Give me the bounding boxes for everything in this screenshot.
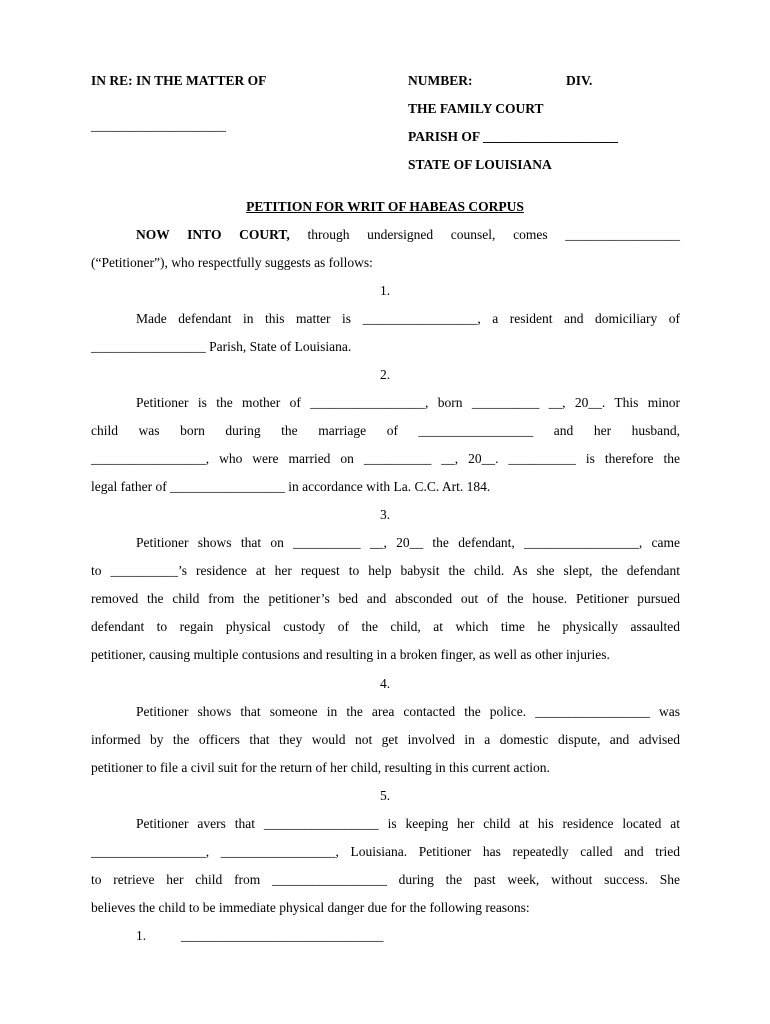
document-title: PETITION FOR WRIT OF HABEAS CORPUS — [246, 199, 524, 214]
section-1-line: _________________ Parish, State of Louisiana. — [91, 339, 352, 354]
section-4-line: informed by the officers that they would not get involved in a domestic dispute, and advised — [91, 732, 680, 747]
section-4-number: 4. — [379, 676, 391, 691]
number-label: NUMBER: — [408, 73, 473, 88]
section-2-line: child was born during the marriage of _________________ and her husband, — [91, 423, 680, 438]
section-3-line: defendant to regain physical custody of the child, at which time he physically assaulted — [91, 619, 680, 634]
div-label: DIV. — [566, 73, 593, 88]
section-5-line: Petitioner avers that _________________ is keeping her child at his residence located at — [136, 816, 680, 831]
state-line: STATE OF LOUISIANA — [408, 157, 552, 172]
section-2-line: _________________, who were married on __________ __, 20__. __________ is therefore the — [91, 451, 680, 466]
matter-name-blank: ____________________ — [91, 118, 226, 133]
section-4-line: Petitioner shows that someone in the area contacted the police. _________________ was — [136, 704, 680, 719]
intro-line-2: (“Petitioner”), who respectfully suggests as follows: — [91, 255, 373, 270]
section-5-line: to retrieve her child from _________________ during the past week, without success. She — [91, 872, 680, 887]
section-2-line: Petitioner is the mother of _________________, born __________ __, 20__. This minor — [136, 395, 680, 410]
reason-blank: ______________________________ — [181, 928, 384, 943]
now-into-court: NOW INTO COURT, — [136, 227, 290, 242]
section-3-line: petitioner, causing multiple contusions and resulting in a broken finger, as well as other injuries. — [91, 647, 610, 662]
section-4-line: petitioner to file a civil suit for the return of her child, resulting in this current action. — [91, 760, 550, 775]
section-3-line: removed the child from the petitioner’s bed and absconded out of the house. Petitioner pursued — [91, 591, 680, 606]
section-3-line: to __________’s residence at her request to help babysit the child. As she slept, the defendant — [91, 563, 680, 578]
intro-rest: through undersigned counsel, comes _________________ — [289, 227, 680, 242]
in-re-caption: IN RE: IN THE MATTER OF — [91, 73, 267, 88]
section-2-number: 2. — [379, 367, 391, 382]
section-3-number: 3. — [379, 507, 391, 522]
reason-number: 1. — [136, 928, 147, 943]
section-1-line: Made defendant in this matter is _________________, a resident and domiciliary of — [136, 311, 680, 326]
section-5-number: 5. — [379, 788, 391, 803]
section-5-line: believes the child to be immediate physical danger due for the following reasons: — [91, 900, 530, 915]
intro-line-1 — [136, 227, 680, 243]
section-2-line: legal father of _________________ in accordance with La. C.C. Art. 184. — [91, 479, 491, 494]
section-5-line: _________________, _________________, Louisiana. Petitioner has repeatedly called and tried — [91, 844, 680, 859]
parish-line: PARISH OF ____________________ — [408, 129, 619, 144]
section-1-number: 1. — [379, 283, 391, 298]
section-3-line: Petitioner shows that on __________ __, 20__ the defendant, _________________, came — [136, 535, 680, 550]
court-name: THE FAMILY COURT — [408, 101, 544, 116]
